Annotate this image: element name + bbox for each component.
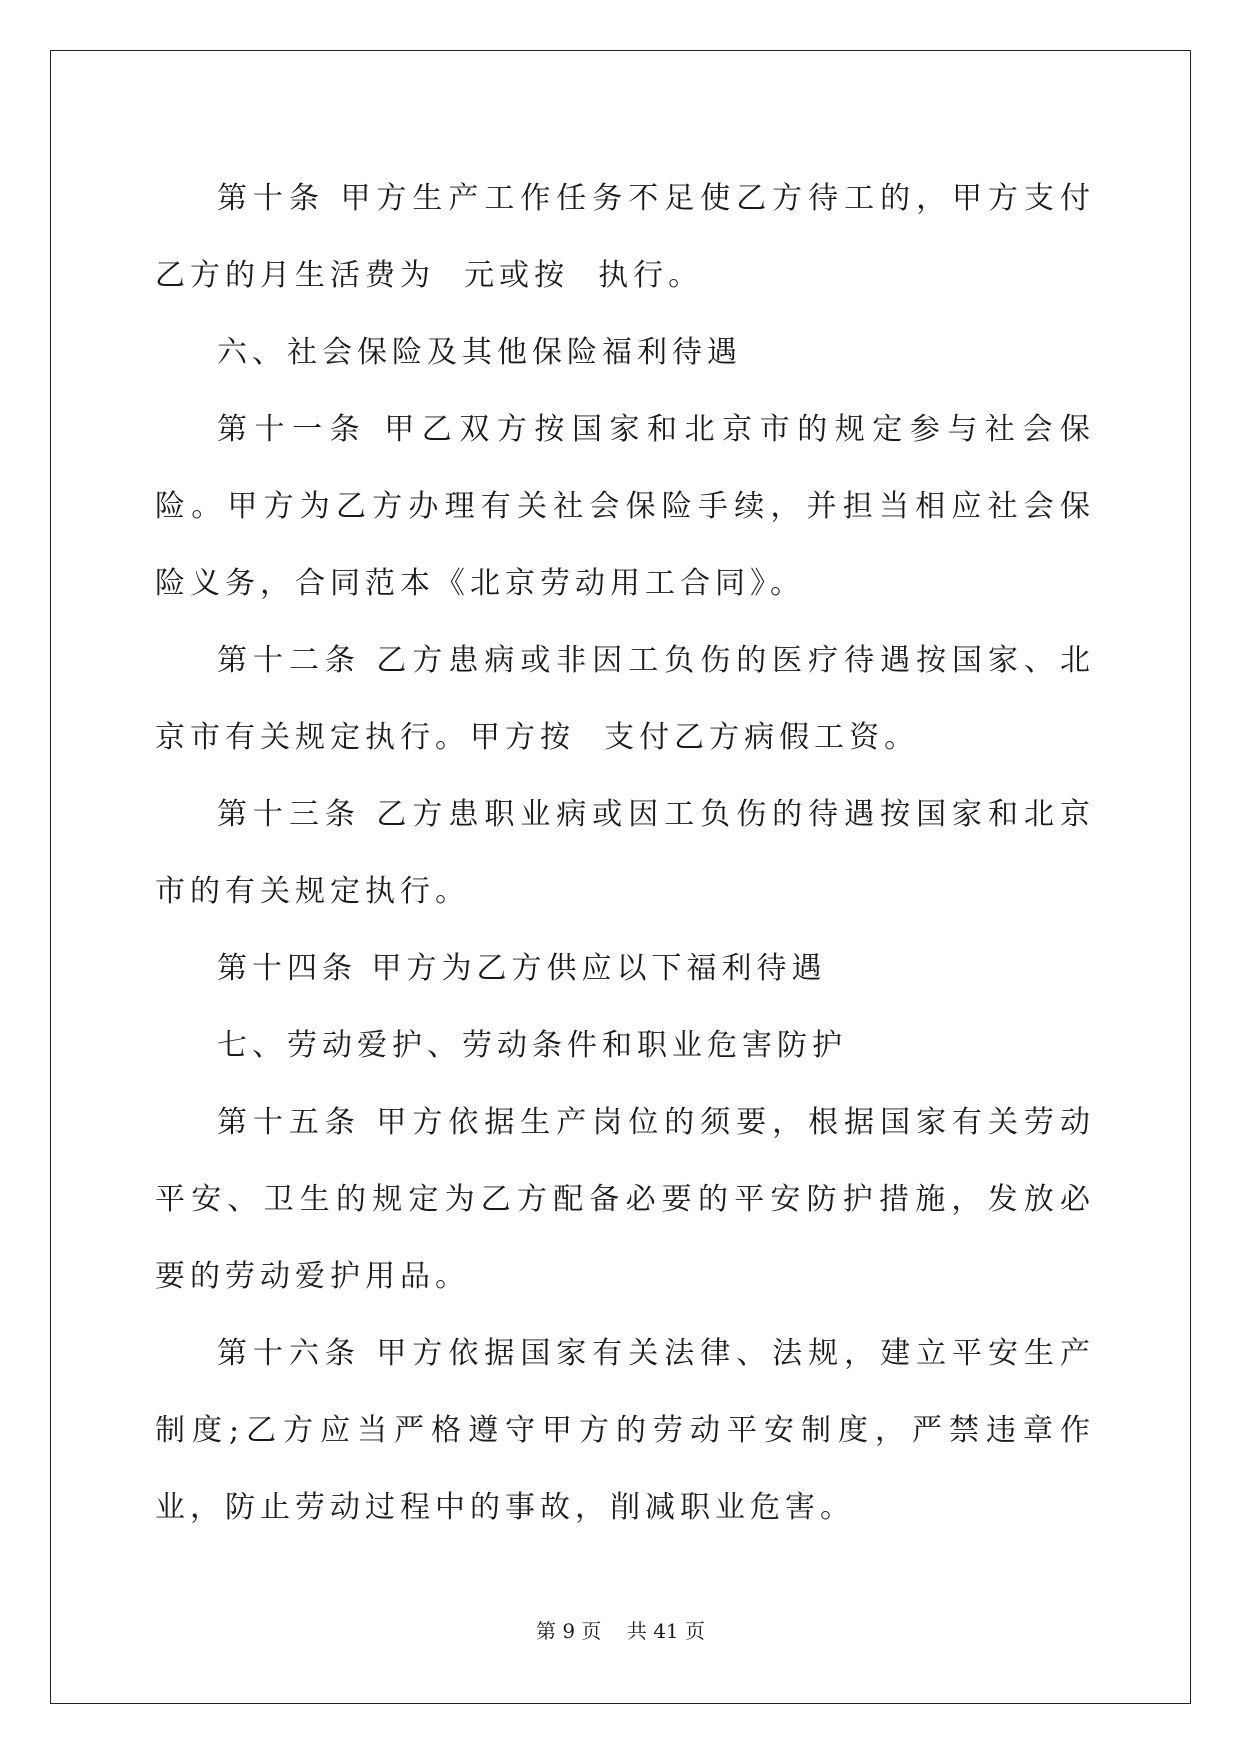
paragraph-article-12: 第十二条 乙方患病或非因工负伤的医疗待遇按国家、北京市有关规定执行。甲方按 支付乙方病假工资。 [155, 643, 1095, 755]
paragraph-article-10: 第十条 甲方生产工作任务不足使乙方待工的，甲方支付乙方的月生活费为 元或按 执行。 [155, 181, 1095, 293]
section-heading-6: 六、社会保险及其他保险福利待遇 [217, 335, 742, 370]
document-body [155, 160, 1095, 1546]
section-heading-7: 七、劳动爱护、劳动条件和职业危害防护 [217, 1028, 847, 1063]
page-number-footer: 第 9 页 共 41 页 [535, 1619, 706, 1643]
paragraph-article-15: 第十五条 甲方依据生产岗位的须要，根据国家有关劳动平安、卫生的规定为乙方配备必要的平安防护措施，发放必要的劳动爱护用品。 [155, 1105, 1095, 1294]
paragraph-article-14: 第十四条 甲方为乙方供应以下福利待遇 [217, 951, 827, 986]
paragraph-article-16: 第十六条 甲方依据国家有关法律、法规，建立平安生产制度;乙方应当严格遵守甲方的劳动平安制度，严禁违章作业，防止劳动过程中的事故，削减职业危害。 [155, 1336, 1095, 1525]
paragraph-article-11: 第十一条 甲乙双方按国家和北京市的规定参与社会保险。甲方为乙方办理有关社会保险手续，并担当相应社会保险义务，合同范本《北京劳动用工合同》。 [155, 412, 1095, 601]
paragraph-article-13: 第十三条 乙方患职业病或因工负伤的待遇按国家和北京市的有关规定执行。 [155, 797, 1095, 909]
